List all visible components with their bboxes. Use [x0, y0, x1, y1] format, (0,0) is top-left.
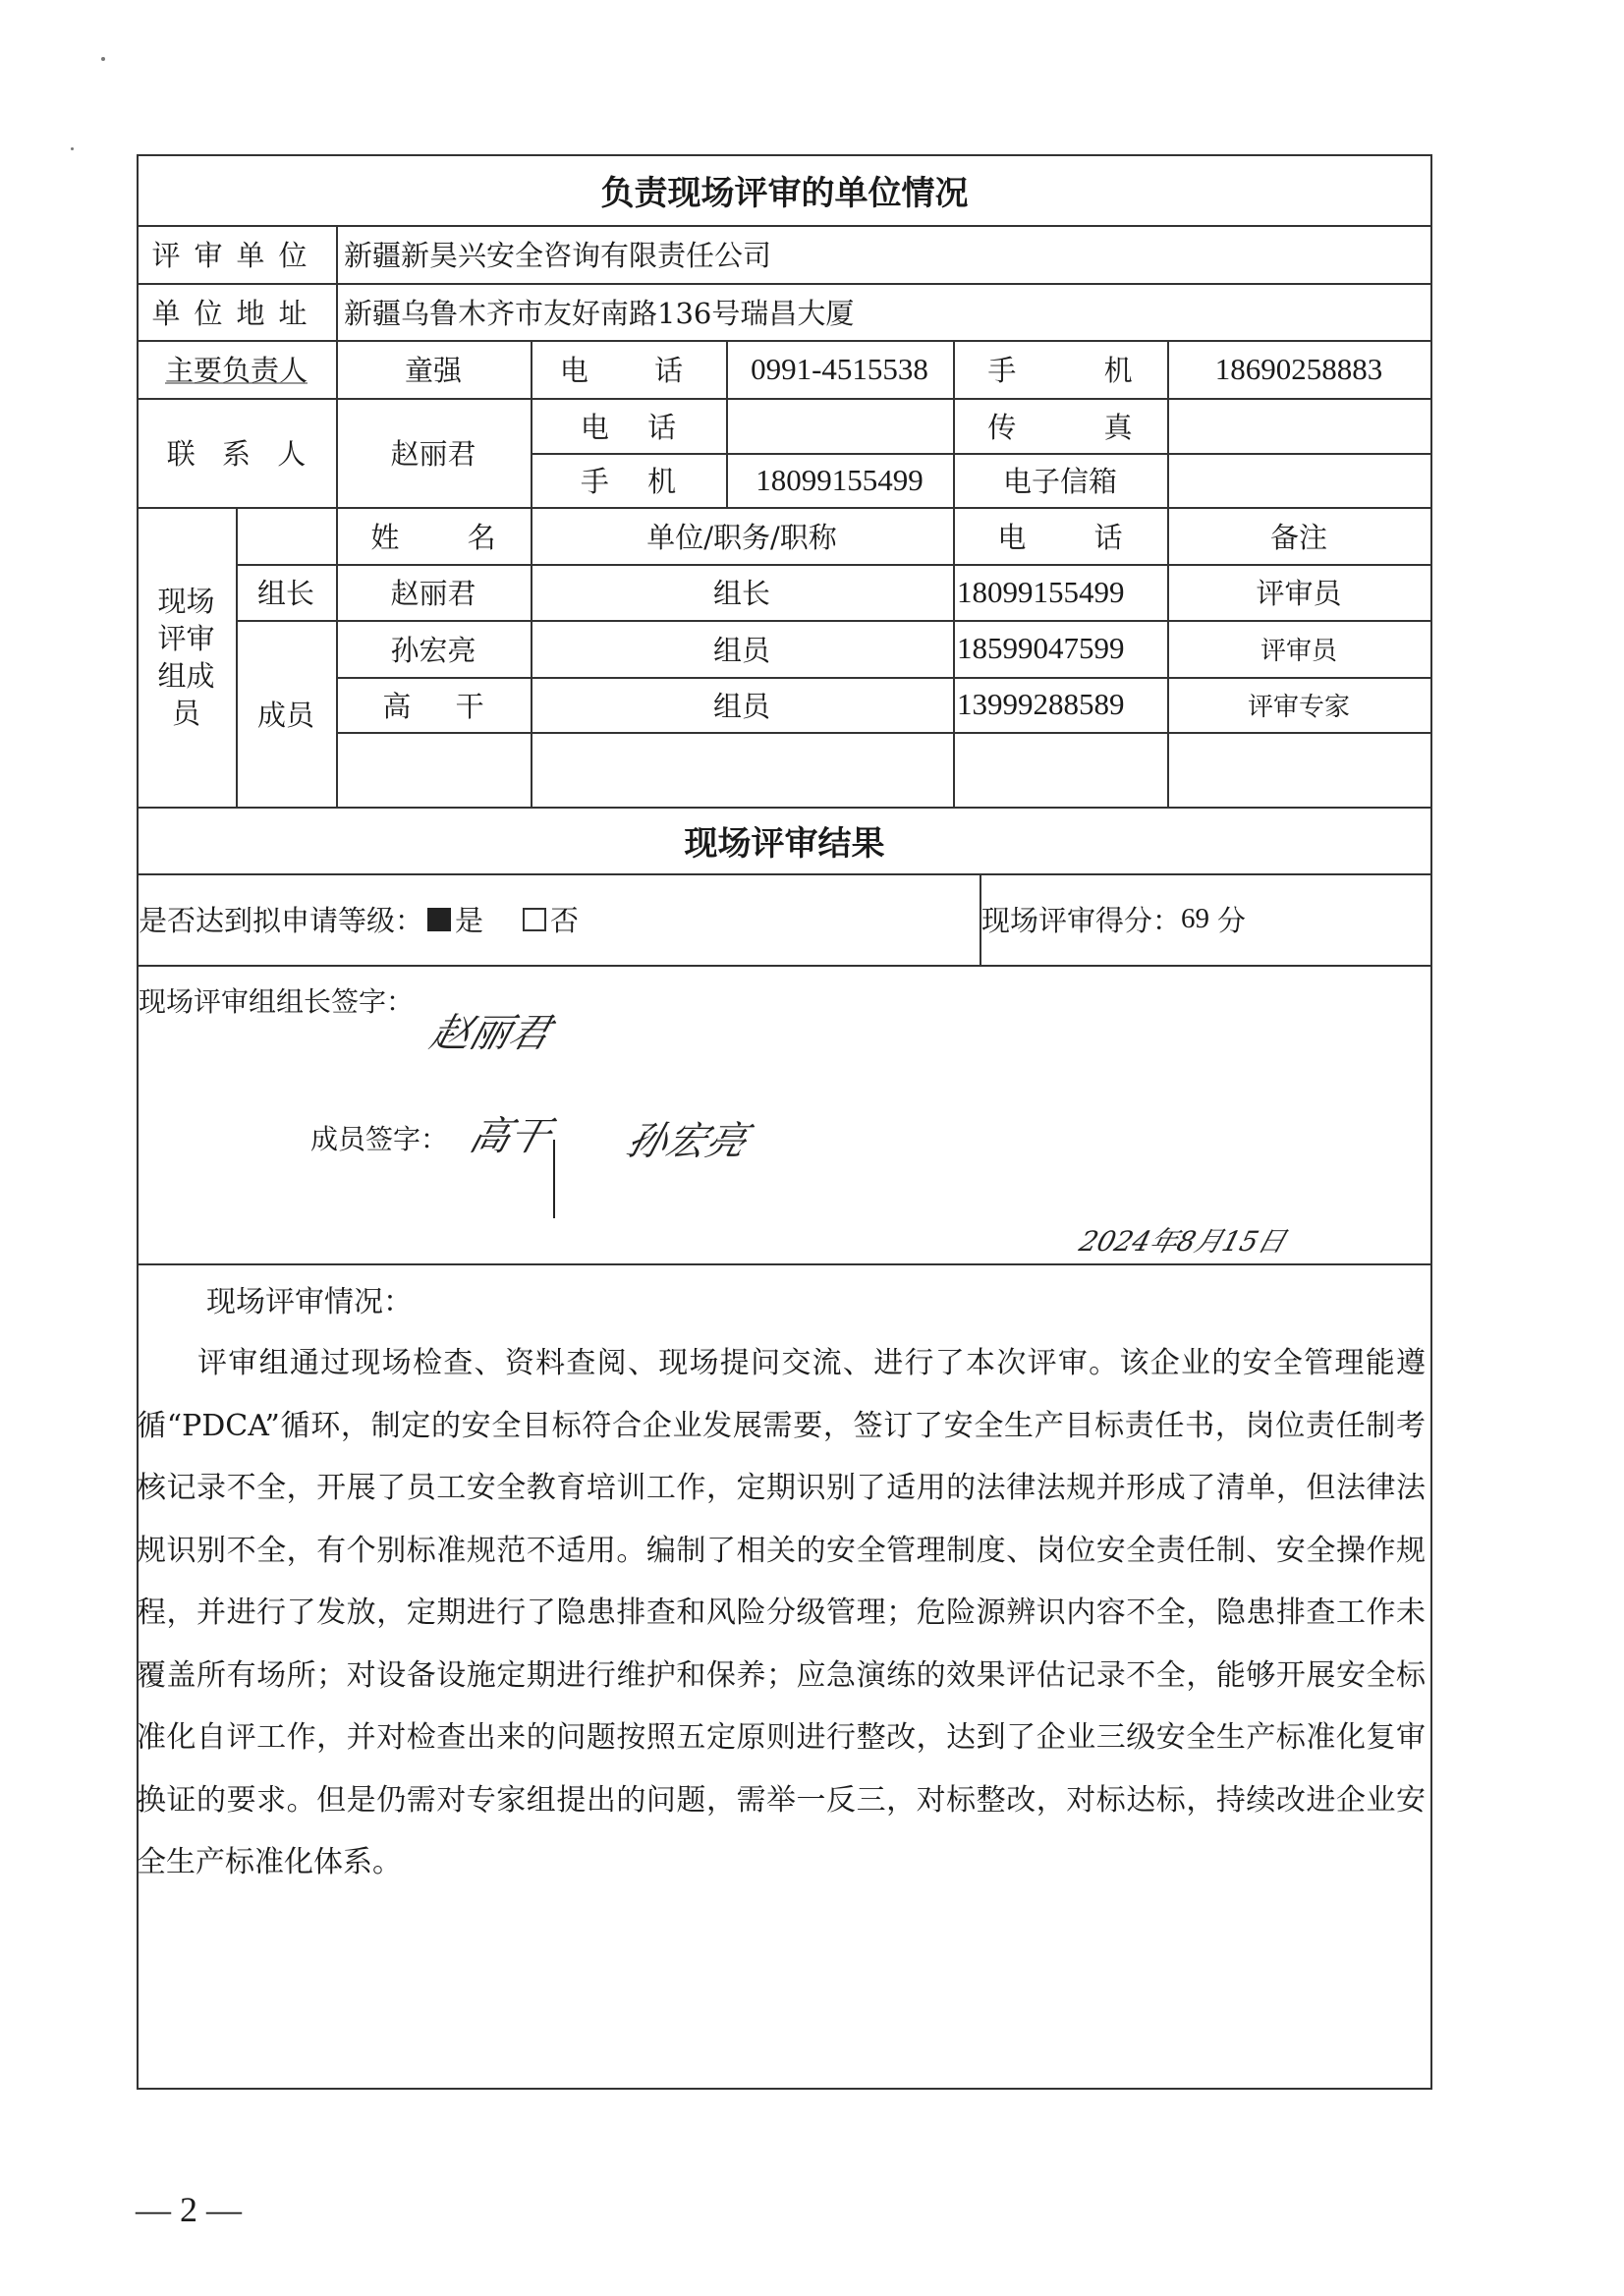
contact-name: 赵丽君: [390, 437, 476, 471]
unit-value: 新疆新昊兴安全咨询有限责任公司: [344, 239, 772, 272]
signature-stroke: [553, 1140, 555, 1218]
checked-box-icon[interactable]: [427, 908, 451, 931]
unit-label: 评审单位: [151, 239, 321, 272]
team-row-name: 高 干: [382, 689, 484, 723]
contact-label: 联 系 人: [166, 437, 307, 471]
leader-label: 组长: [256, 577, 314, 610]
situation-body: [137, 1332, 1426, 1894]
team-row-remark: 评审员: [1260, 636, 1337, 666]
scan-speck: [71, 147, 74, 150]
head-mobile: 18690258883: [1214, 351, 1383, 386]
sign-date: 2024年8月15日: [1076, 1225, 1290, 1258]
team-row-remark: 评审员: [1256, 577, 1342, 610]
option-no: 否: [550, 904, 580, 937]
member-signature-1: 高干: [464, 1114, 556, 1159]
team-group-label: [137, 564, 236, 751]
contact-email[interactable]: [1167, 453, 1430, 507]
leader-sign-label: 现场评审组组长签字：: [139, 985, 415, 1018]
page-number: — 2 —: [136, 2190, 242, 2229]
email-label: 电子信箱: [1002, 465, 1117, 498]
contact-phone[interactable]: [726, 398, 953, 453]
team-row-position: 组员: [712, 633, 770, 667]
score-value: 69: [1181, 903, 1210, 934]
head-mobile-label: 手 机: [987, 354, 1133, 387]
member-sign-label: 成员签字：: [310, 1123, 449, 1155]
leader-signature: 赵丽君: [424, 1011, 556, 1056]
contact-mobile-label: 手 机: [580, 465, 677, 498]
team-row-name: 赵丽君: [390, 577, 476, 610]
head-phone-label: 电 话: [559, 354, 698, 387]
team-header-remark: 备注: [1269, 520, 1327, 554]
fax-label: 传 真: [987, 410, 1133, 444]
team-row-name[interactable]: [336, 732, 531, 807]
contact-phone-label: 电 话: [580, 410, 677, 444]
team-row-position: 组长: [712, 577, 770, 610]
situation-label: 现场评审情况：: [206, 1285, 413, 1319]
team-row-phone: 13999288589: [957, 687, 1125, 721]
team-row-phone: 18599047599: [957, 631, 1125, 665]
level-question: 是否达到拟申请等级：: [139, 904, 424, 937]
team-header-name: 姓 名: [370, 520, 496, 554]
team-row-position: 组员: [712, 689, 770, 723]
head-name: 童强: [404, 354, 462, 387]
section-title-unit: 负责现场评审的单位情况: [600, 173, 969, 213]
team-row-phone: 18099155499: [957, 574, 1125, 609]
member-label: 成员: [256, 698, 314, 732]
head-phone: 0991-4515538: [751, 351, 928, 386]
team-header-phone: 电 话: [997, 520, 1123, 554]
member-signature-2: 孙宏亮: [621, 1119, 753, 1164]
option-yes: 是: [455, 904, 484, 937]
contact-mobile: 18099155499: [756, 462, 924, 497]
unchecked-box-icon[interactable]: [523, 908, 546, 931]
score-unit: 分: [1217, 904, 1247, 937]
contact-fax[interactable]: [1167, 398, 1430, 453]
team-row-remark: 评审专家: [1247, 692, 1350, 722]
team-row-phone[interactable]: [953, 732, 1167, 807]
team-row-remark[interactable]: [1167, 732, 1430, 807]
score-row: [980, 873, 1424, 965]
head-label: 主要负责人: [164, 354, 308, 387]
level-row: [137, 873, 974, 965]
section-title-result: 现场评审结果: [684, 823, 885, 864]
team-header-position: 单位/职务/职称: [646, 520, 837, 554]
score-label: 现场评审得分：: [981, 904, 1182, 937]
team-row-name: 孙宏亮: [390, 633, 476, 667]
scan-speck: [101, 57, 105, 61]
team-row-position[interactable]: [531, 732, 953, 807]
address-value: 新疆乌鲁木齐市友好南路136号瑞昌大厦: [344, 296, 855, 330]
team-group-label-text: 现场评审组成员: [157, 585, 215, 730]
address-label: 单位地址: [151, 296, 321, 330]
situation-text: 评审组通过现场检查、资料查阅、现场提问交流、进行了本次评审。该企业的安全管理能遵循“PDCA”循环，制定的安全目标符合企业发展需要，签订了安全生产目标责任书，岗位责任制考核记录不全，开展了员工安全教育培训工作，定期识别了适用的法律法规并形成了清单，但法律法规识别不全，有个别标准规范不适用。编制了相关的安全管理制度、岗位安全责任制、安全操作规程，并进行了发放，定期进行了隐患排查和风险分级管理；危险源辨识内容不全，隐患排查工作未覆盖所有场所；对设备设施定期进行维护和保养；应急演练的效果评估记录不全，能够开展安全标准化自评工作，并对检查出来的问题按照五定原则进行整改，达到了企业三级安全生产标准化复审换证的要求。但是仍需对专家组提出的问题，需举一反三，对标整改，对标达标，持续改进企业安全生产标准化体系。: [137, 1346, 1426, 1879]
